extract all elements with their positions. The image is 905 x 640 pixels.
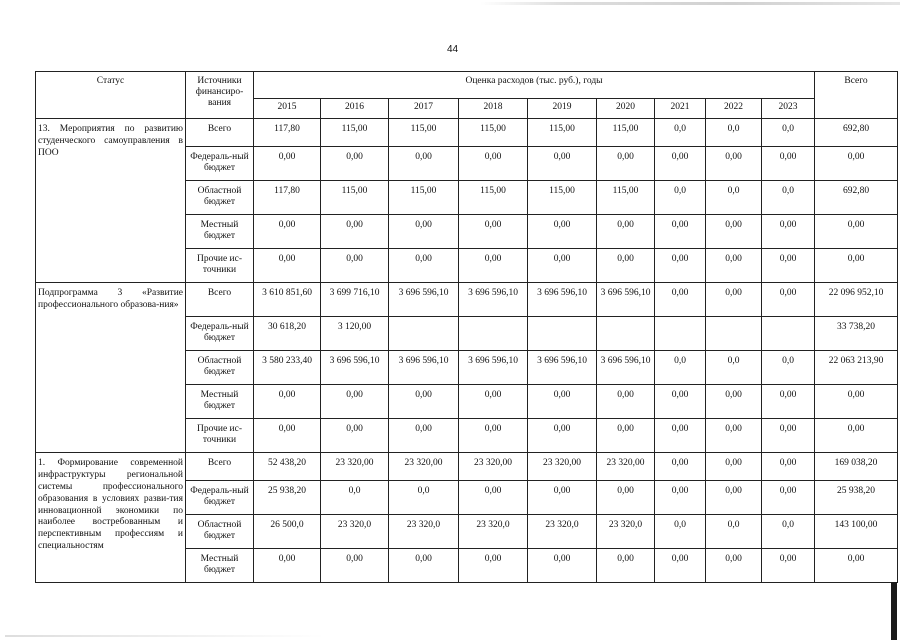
header-year: 2018: [459, 99, 528, 119]
value-cell: 0,00: [459, 249, 528, 283]
header-year: 2023: [762, 99, 815, 119]
value-cell: 0,00: [528, 419, 597, 453]
value-cell: 0,0: [655, 515, 706, 549]
value-cell: 3 580 233,40: [254, 351, 321, 385]
value-cell: 0,00: [459, 385, 528, 419]
value-cell: 0,0: [655, 181, 706, 215]
value-cell: 23 320,0: [389, 515, 459, 549]
value-cell: 0,00: [528, 481, 597, 515]
total-cell: 692,80: [815, 119, 898, 147]
value-cell: 0,00: [389, 385, 459, 419]
value-cell: 0,00: [655, 147, 706, 181]
header-year: 2017: [389, 99, 459, 119]
value-cell: 0,00: [597, 215, 655, 249]
value-cell: 115,00: [459, 119, 528, 147]
page-number: 44: [446, 44, 459, 55]
source-cell: Федераль-ный бюджет: [186, 147, 254, 181]
value-cell: 25 938,20: [254, 481, 321, 515]
value-cell: 0,00: [762, 283, 815, 317]
table-row: [36, 453, 898, 481]
total-cell: 0,00: [815, 249, 898, 283]
value-cell: [528, 317, 597, 351]
value-cell: 0,00: [459, 481, 528, 515]
value-cell: 3 696 596,10: [321, 351, 389, 385]
value-cell: 0,0: [706, 515, 762, 549]
status-cell: 1. Формирование современной инфраструктуры региональной системы профессионального образования в условиях разви-тия инновационной экономики по наиболее востребованным и перспективным профессиям и специальностям: [36, 453, 186, 583]
value-cell: 23 320,00: [459, 453, 528, 481]
value-cell: 52 438,20: [254, 453, 321, 481]
value-cell: 0,00: [706, 215, 762, 249]
value-cell: 117,80: [254, 181, 321, 215]
value-cell: 0,0: [762, 181, 815, 215]
value-cell: 0,00: [706, 419, 762, 453]
source-cell: Местный бюджет: [186, 215, 254, 249]
value-cell: 0,00: [597, 385, 655, 419]
source-cell: Областной бюджет: [186, 181, 254, 215]
value-cell: 23 320,00: [597, 453, 655, 481]
value-cell: 0,00: [528, 215, 597, 249]
header-year: 2019: [528, 99, 597, 119]
value-cell: 0,00: [706, 147, 762, 181]
value-cell: 3 696 596,10: [389, 283, 459, 317]
value-cell: 0,0: [706, 181, 762, 215]
total-cell: 0,00: [815, 385, 898, 419]
value-cell: 0,00: [254, 147, 321, 181]
value-cell: 23 320,00: [528, 453, 597, 481]
value-cell: 0,00: [459, 419, 528, 453]
table-body: [36, 119, 898, 583]
value-cell: 0,00: [597, 147, 655, 181]
value-cell: [762, 317, 815, 351]
value-cell: 0,00: [254, 549, 321, 583]
value-cell: 0,00: [655, 453, 706, 481]
value-cell: 117,80: [254, 119, 321, 147]
value-cell: 0,00: [597, 481, 655, 515]
value-cell: 0,00: [762, 549, 815, 583]
value-cell: 0,00: [655, 283, 706, 317]
value-cell: 0,00: [528, 385, 597, 419]
source-cell: Всего: [186, 283, 254, 317]
value-cell: 0,00: [706, 481, 762, 515]
value-cell: 115,00: [321, 119, 389, 147]
table-row: [36, 283, 898, 317]
value-cell: 23 320,00: [389, 453, 459, 481]
source-cell: Федераль-ный бюджет: [186, 317, 254, 351]
value-cell: 115,00: [389, 181, 459, 215]
value-cell: 30 618,20: [254, 317, 321, 351]
value-cell: 0,00: [706, 453, 762, 481]
value-cell: 0,0: [762, 515, 815, 549]
value-cell: 0,00: [459, 147, 528, 181]
source-cell: Прочие ис-точники: [186, 249, 254, 283]
value-cell: [389, 317, 459, 351]
value-cell: 0,00: [254, 215, 321, 249]
value-cell: 23 320,00: [321, 453, 389, 481]
value-cell: 0,00: [706, 549, 762, 583]
total-cell: 0,00: [815, 419, 898, 453]
value-cell: 3 699 716,10: [321, 283, 389, 317]
value-cell: 0,00: [655, 419, 706, 453]
value-cell: 0,00: [389, 147, 459, 181]
value-cell: 3 696 596,10: [459, 283, 528, 317]
header-estimate: Оценка расходов (тыс. руб.), годы: [254, 72, 815, 99]
value-cell: 0,00: [762, 385, 815, 419]
value-cell: 0,00: [762, 249, 815, 283]
total-cell: 22 063 213,90: [815, 351, 898, 385]
value-cell: 0,00: [762, 419, 815, 453]
source-cell: Всего: [186, 119, 254, 147]
value-cell: 0,0: [321, 481, 389, 515]
value-cell: 3 696 596,10: [528, 351, 597, 385]
table-row: [36, 119, 898, 147]
total-cell: 0,00: [815, 215, 898, 249]
source-cell: Федераль-ный бюджет: [186, 481, 254, 515]
source-cell: Местный бюджет: [186, 549, 254, 583]
value-cell: 0,00: [528, 549, 597, 583]
value-cell: 3 610 851,60: [254, 283, 321, 317]
value-cell: 115,00: [528, 119, 597, 147]
value-cell: 115,00: [321, 181, 389, 215]
value-cell: 23 320,0: [597, 515, 655, 549]
total-cell: 25 938,20: [815, 481, 898, 515]
scan-artifact-right: [891, 582, 897, 640]
value-cell: 0,0: [762, 351, 815, 385]
value-cell: 0,00: [597, 249, 655, 283]
value-cell: 0,0: [655, 119, 706, 147]
value-cell: 3 696 596,10: [528, 283, 597, 317]
header-year: 2021: [655, 99, 706, 119]
value-cell: 0,00: [762, 481, 815, 515]
header-status: Статус: [36, 72, 186, 119]
value-cell: [706, 317, 762, 351]
value-cell: 3 120,00: [321, 317, 389, 351]
value-cell: 115,00: [597, 119, 655, 147]
value-cell: 0,00: [459, 215, 528, 249]
value-cell: 3 696 596,10: [459, 351, 528, 385]
budget-table: [35, 71, 898, 583]
value-cell: 23 320,0: [528, 515, 597, 549]
value-cell: 0,00: [321, 549, 389, 583]
source-cell: Областной бюджет: [186, 515, 254, 549]
value-cell: 0,00: [706, 249, 762, 283]
value-cell: 0,00: [762, 453, 815, 481]
value-cell: 0,00: [254, 385, 321, 419]
value-cell: 0,00: [459, 549, 528, 583]
value-cell: 0,0: [655, 351, 706, 385]
value-cell: 0,00: [762, 215, 815, 249]
value-cell: [459, 317, 528, 351]
value-cell: 0,00: [321, 147, 389, 181]
value-cell: 115,00: [528, 181, 597, 215]
total-cell: 0,00: [815, 549, 898, 583]
value-cell: 0,00: [706, 385, 762, 419]
value-cell: 3 696 596,10: [597, 283, 655, 317]
status-cell: 13. Мероприятия по развитию студенческого самоуправления в ПОО: [36, 119, 186, 283]
source-cell: Местный бюджет: [186, 385, 254, 419]
value-cell: 23 320,0: [459, 515, 528, 549]
value-cell: 0,00: [655, 385, 706, 419]
value-cell: 0,00: [706, 283, 762, 317]
scan-artifact-top: [480, 2, 900, 5]
header-year: 2020: [597, 99, 655, 119]
status-cell: Подпрограмма 3 «Развитие профессионального образова-ния»: [36, 283, 186, 453]
header-year: 2022: [706, 99, 762, 119]
value-cell: 0,00: [389, 249, 459, 283]
value-cell: 0,00: [655, 215, 706, 249]
value-cell: 0,0: [706, 119, 762, 147]
total-cell: 692,80: [815, 181, 898, 215]
value-cell: 115,00: [597, 181, 655, 215]
value-cell: 0,00: [321, 419, 389, 453]
header-sources: Источники финансиро-вания: [186, 72, 254, 119]
value-cell: 0,00: [321, 385, 389, 419]
value-cell: 3 696 596,10: [597, 351, 655, 385]
value-cell: 26 500,0: [254, 515, 321, 549]
value-cell: 0,0: [762, 119, 815, 147]
value-cell: 0,00: [321, 249, 389, 283]
value-cell: 0,00: [528, 147, 597, 181]
value-cell: 0,00: [655, 481, 706, 515]
value-cell: 0,00: [254, 419, 321, 453]
value-cell: [655, 317, 706, 351]
total-cell: 33 738,20: [815, 317, 898, 351]
source-cell: Всего: [186, 453, 254, 481]
header-year: 2015: [254, 99, 321, 119]
value-cell: 0,00: [762, 147, 815, 181]
value-cell: 0,00: [321, 215, 389, 249]
header-year: 2016: [321, 99, 389, 119]
total-cell: 22 096 952,10: [815, 283, 898, 317]
value-cell: 0,00: [597, 419, 655, 453]
value-cell: 0,0: [706, 351, 762, 385]
value-cell: 0,00: [389, 419, 459, 453]
value-cell: 0,0: [389, 481, 459, 515]
source-cell: Прочие ис-точники: [186, 419, 254, 453]
value-cell: 3 696 596,10: [389, 351, 459, 385]
total-cell: 0,00: [815, 147, 898, 181]
value-cell: 0,00: [389, 215, 459, 249]
value-cell: 0,00: [655, 249, 706, 283]
value-cell: 0,00: [254, 249, 321, 283]
value-cell: 0,00: [655, 549, 706, 583]
header-total: Всего: [815, 72, 898, 119]
value-cell: 115,00: [389, 119, 459, 147]
value-cell: 115,00: [459, 181, 528, 215]
value-cell: [597, 317, 655, 351]
value-cell: 0,00: [528, 249, 597, 283]
total-cell: 169 038,20: [815, 453, 898, 481]
value-cell: 0,00: [597, 549, 655, 583]
source-cell: Областной бюджет: [186, 351, 254, 385]
total-cell: 143 100,00: [815, 515, 898, 549]
scan-artifact-bottom: [5, 635, 325, 637]
value-cell: 0,00: [389, 549, 459, 583]
value-cell: 23 320,0: [321, 515, 389, 549]
